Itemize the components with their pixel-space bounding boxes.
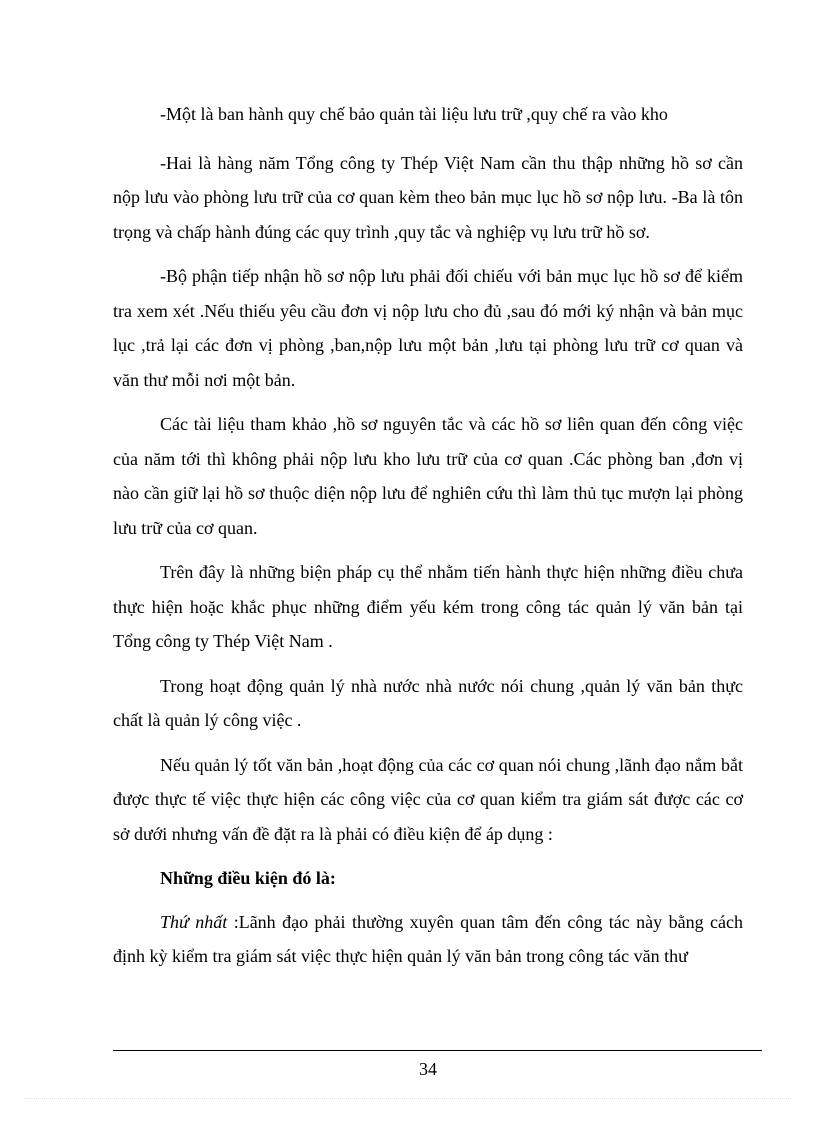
- emphasis-label: Thứ nhất: [160, 911, 228, 932]
- page-number: 34: [419, 1059, 437, 1079]
- paragraph-2: -Hai là hàng năm Tổng công ty Thép Việt Nam cần thu thập những hồ sơ cần nộp lưu vào phòng lưu trữ của cơ quan kèm theo bản mục lục hồ sơ nộp lưu. -Ba là tôn trọng và chấp hành đúng các quy trình ,quy tắc và nghiệp vụ lưu trữ hồ sơ.: [113, 152, 743, 242]
- paragraph-8: [113, 905, 743, 974]
- page-bottom-border: [25, 1098, 791, 1099]
- paragraph-4: Các tài liệu tham khảo ,hồ sơ nguyên tắc và các hồ sơ liên quan đến công việc của năm tới thì không phải nộp lưu kho lưu trữ của cơ quan .Các phòng ban ,đơn vị nào cần giữ lại hồ sơ thuộc diện nộp lưu để nghiên cứu thì làm thủ tục mượn lại phòng lưu trữ của cơ quan.: [113, 414, 743, 538]
- paragraph-1: -Một là ban hành quy chế bảo quản tài liệu lưu trữ ,quy chế ra vào kho: [160, 104, 668, 124]
- body-text: [113, 97, 743, 984]
- paragraph-3: -Bộ phận tiếp nhận hồ sơ nộp lưu phải đối chiếu với bản mục lục hồ sơ để kiểm tra xem xét .Nếu thiếu yêu cầu đơn vị nộp lưu cho đủ ,sau đó mới ký nhận và bản mục lục ,trả lại các đơn vị phòng ,ban,nộp lưu một bản ,lưu tại phòng lưu trữ cơ quan và văn thư mỗi nơi một bản.: [113, 266, 743, 390]
- footer-divider: [113, 1050, 762, 1051]
- paragraph-7: Nếu quản lý tốt văn bản ,hoạt động của các cơ quan nói chung ,lãnh đạo nắm bắt được thực tế việc thực hiện các công việc của cơ quan kiểm tra giám sát được các cơ sở dưới nhưng vấn đề đặt ra là phải có điều kiện để áp dụng :: [113, 754, 743, 844]
- paragraph-6: Trong hoạt động quản lý nhà nước nhà nước nói chung ,quản lý văn bản thực chất là quản lý công việc .: [113, 675, 743, 730]
- section-heading: Những điều kiện đó là:: [160, 868, 336, 888]
- paragraph-8-text: :Lãnh đạo phải thường xuyên quan tâm đến công tác này bằng cách định kỳ kiểm tra giám sát việc thực hiện quản lý văn bản trong công tác văn thư: [113, 911, 743, 966]
- paragraph-5: Trên đây là những biện pháp cụ thể nhằm tiến hành thực hiện những điều chưa thực hiện hoặc khắc phục những điểm yếu kém trong công tác quản lý văn bản tại Tổng công ty Thép Việt Nam .: [113, 562, 743, 651]
